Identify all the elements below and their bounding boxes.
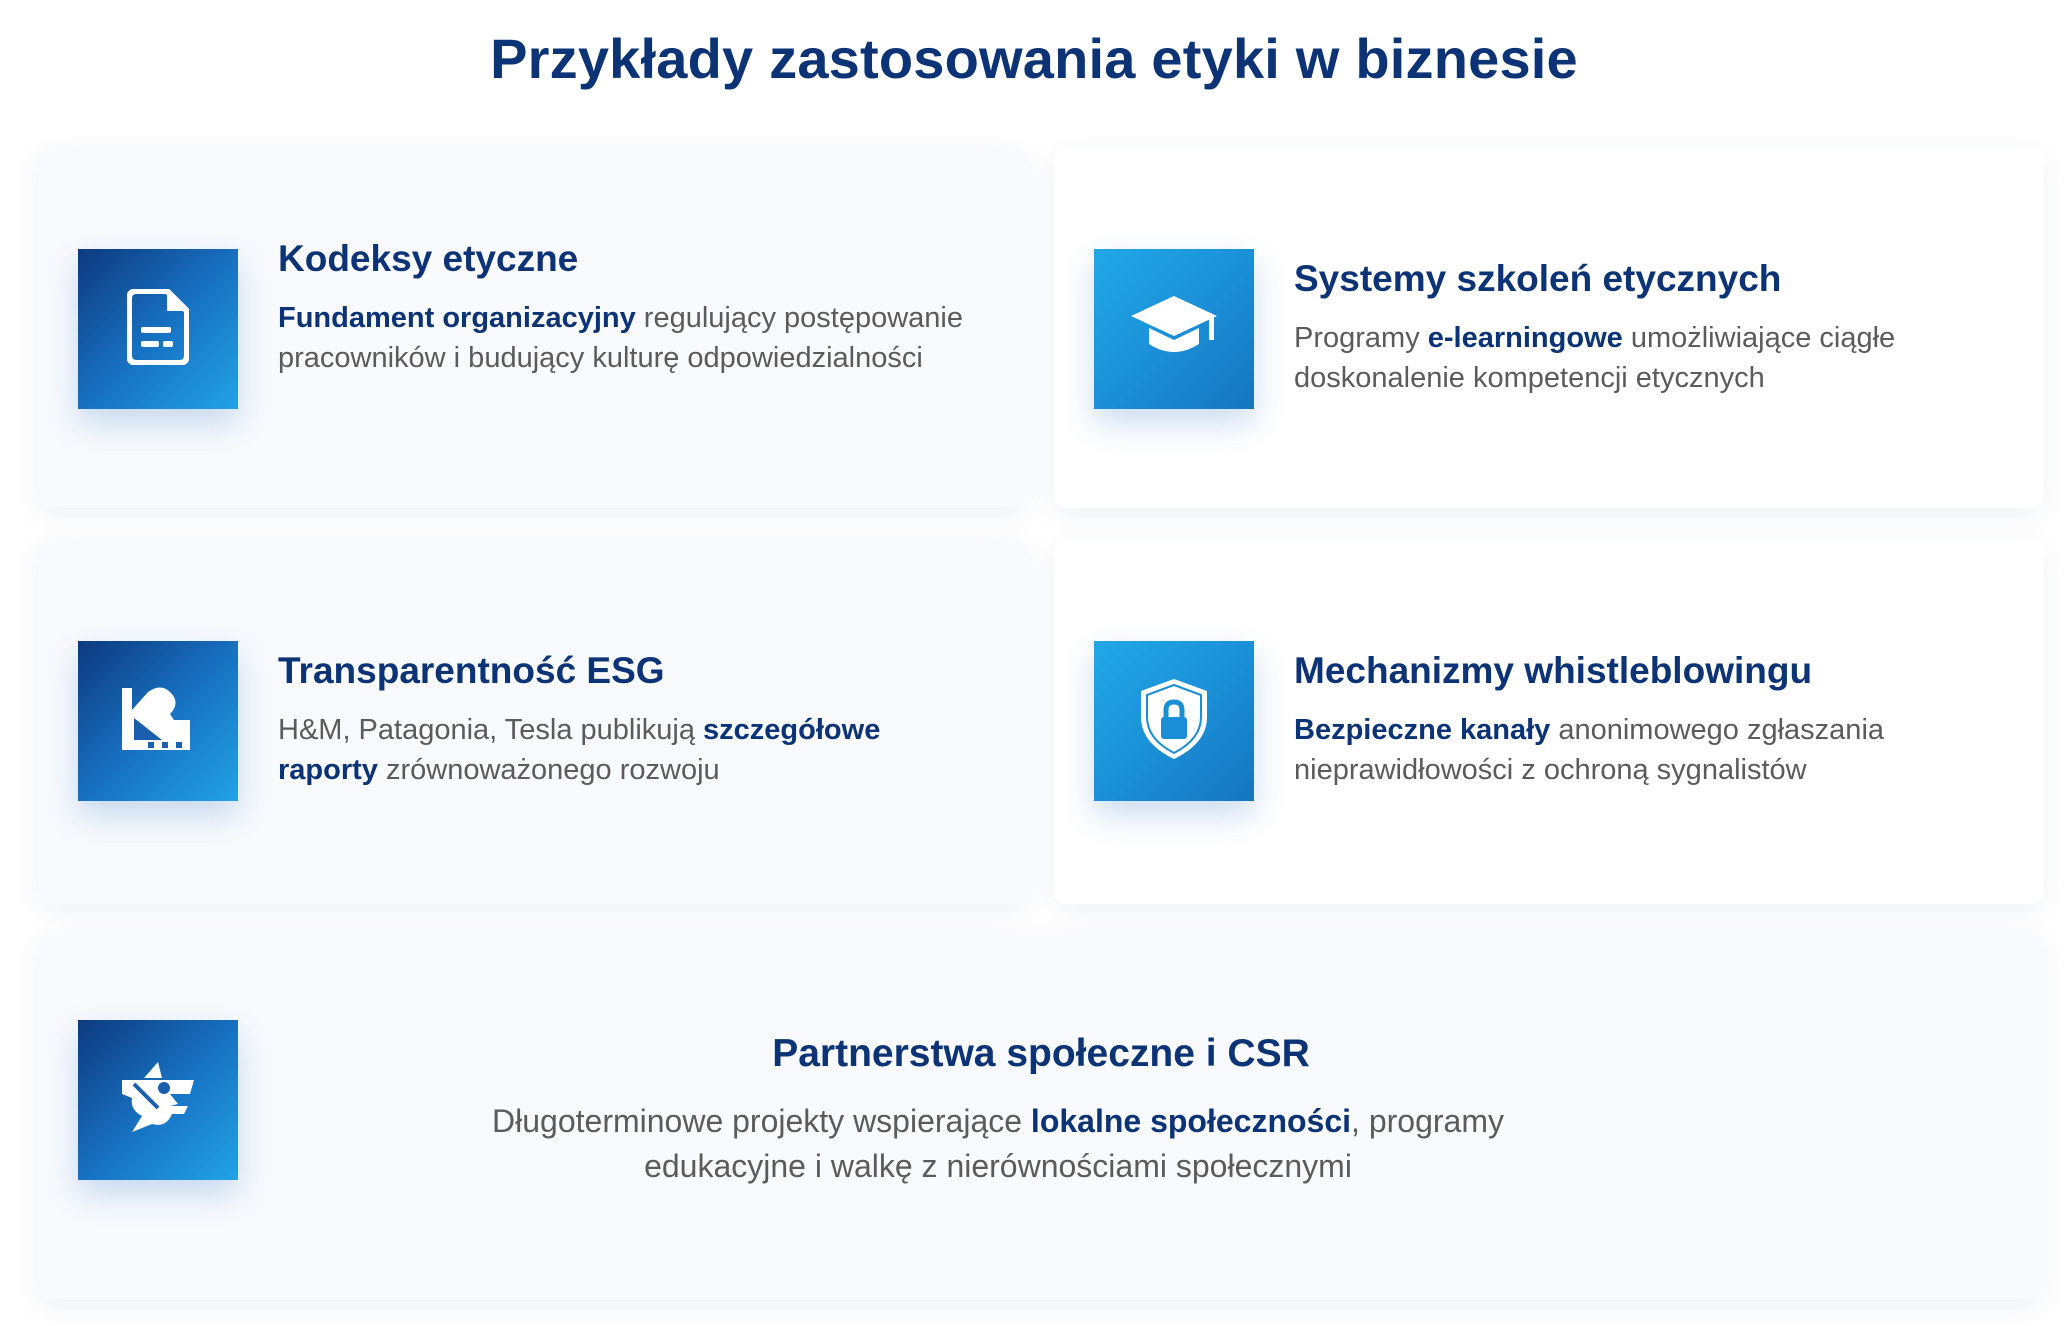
document-icon <box>127 289 189 370</box>
icon-tile <box>1094 249 1254 409</box>
description-text: Długoterminowe projekty wspierające <box>492 1103 1031 1139</box>
card-description <box>1294 710 2004 790</box>
description-highlight: Fundament organizacyjny <box>278 302 636 334</box>
icon-tile <box>78 641 238 801</box>
factory-icon <box>118 684 198 759</box>
card-title: Transparentność ESG <box>278 650 665 691</box>
card-esg-transparency <box>38 540 1028 904</box>
graduation-cap-icon <box>1129 292 1219 367</box>
card-title: Mechanizmy whistleblowingu <box>1294 650 1813 691</box>
description-highlight: szczegółowe raporty <box>278 714 881 786</box>
icon-tile <box>1094 641 1254 801</box>
description-highlight: Bezpieczne kanały <box>1294 714 1551 746</box>
card-title: Systemy szkoleń etycznych <box>1294 258 1782 299</box>
description-text: , programy edukacyjne i walkę z nierównościami społecznymi <box>644 1103 1504 1184</box>
card-description <box>278 710 988 790</box>
icon-tile <box>78 249 238 409</box>
description-text: umożliwiające ciągłe doskonalenie kompetencji etycznych <box>1294 322 1896 394</box>
card-codes-of-ethics <box>38 148 1028 508</box>
description-text: anonimowego zgłaszania nieprawidłowości z ochroną sygnalistów <box>1294 714 1885 786</box>
card-title: Kodeksy etyczne <box>278 238 579 279</box>
page-title: Przykłady zastosowania etyki w biznesie <box>490 27 1578 90</box>
description-text: H&M, Patagonia, Tesla publikują <box>278 714 704 746</box>
description-text: Programy <box>1294 322 1428 354</box>
description-highlight: lokalne społeczności <box>1030 1103 1352 1139</box>
description-highlight: e-learningowe <box>1427 322 1623 354</box>
card-description <box>438 1099 1558 1189</box>
card-social-partnerships <box>38 934 2044 1300</box>
card-whistleblowing <box>1054 540 2044 904</box>
shield-lock-icon <box>1139 677 1209 766</box>
card-description <box>278 298 978 378</box>
description-text: zrównoważonego rozwoju <box>377 754 720 786</box>
card-ethics-training <box>1054 148 2044 508</box>
card-description <box>1294 318 2004 398</box>
description-text: regulujący postępowanie pracowników i budujący kulturę odpowiedzialności <box>278 302 964 374</box>
card-title: Partnerstwa społeczne i CSR <box>772 1032 1310 1075</box>
